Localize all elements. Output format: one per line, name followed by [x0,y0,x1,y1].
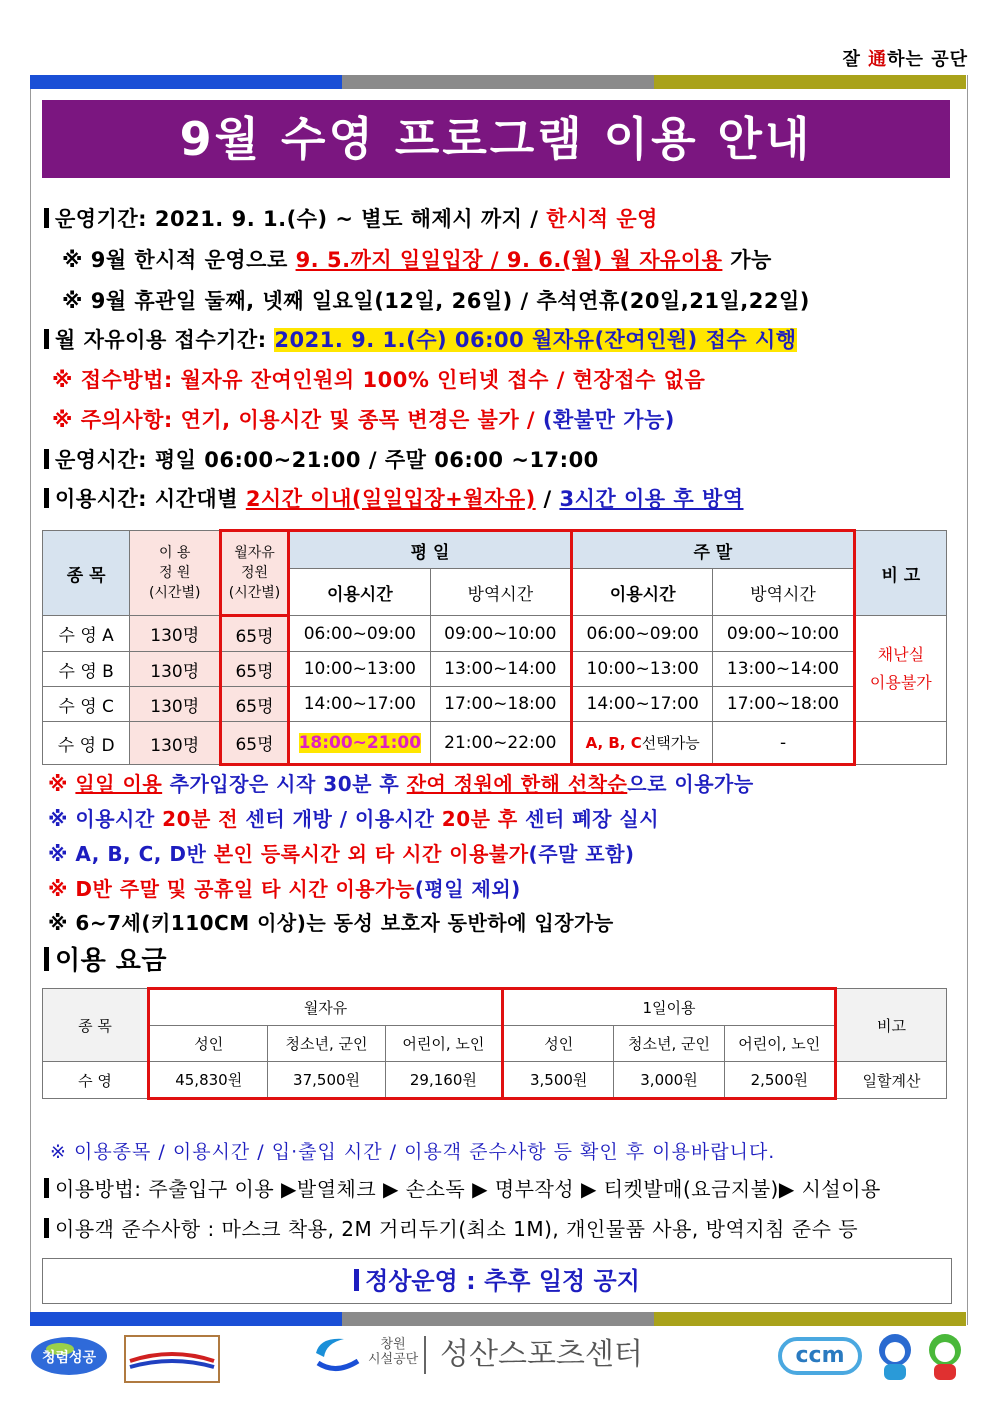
row-weekday-use: 14:00~17:00 [289,687,431,722]
mascot-blue-icon [872,1330,918,1382]
row-weekend-disinfect: - [713,722,854,765]
fee-header-monthly: 월자유 [149,989,503,1026]
row-note-empty [854,722,946,765]
row-weekday-use: 18:00~21:00 [289,722,431,765]
row-name: 수 영 C [43,687,130,722]
fee-value: 3,500원 [503,1062,614,1099]
visitor-rules: 이용객 준수사항 : 마스크 착용, 2M 거리두기(최소 1M), 개인물품 사용, 방역지침 준수 등 [44,1213,858,1242]
row-weekday-use: 10:00~13:00 [289,652,431,687]
operating-hours: 운영시간: 평일 06:00~21:00 / 주말 06:00 ~17:00 [44,444,599,474]
fee-header-daily: 1일이용 [503,989,836,1026]
row-monthly-capacity: 65명 [221,687,289,722]
table-row [43,616,947,652]
confirm-notice: ※ 이용종목 / 이용시간 / 입·출입 시간 / 이용객 준수사항 등 확인 후 이용바랍니다. [50,1141,776,1163]
row-name: 수 영 A [43,616,130,652]
header-weekend-use: 이용시간 [571,569,712,616]
row-name: 수 영 D [43,722,130,765]
row-monthly-capacity: 65명 [221,722,289,765]
fee-row-note: 일할계산 [835,1062,946,1099]
row-weekend-disinfect: 13:00~14:00 [713,652,854,687]
row-capacity: 130명 [130,687,221,722]
note-children: ※ 6~7세(키110CM 이상)는 동성 보호자 동반하에 입장가능 [48,911,614,935]
usage-method: 이용방법: 주출입구 이용 ▶발열체크 ▶ 손소독 ▶ 명부작성 ▶ 티켓발매(요금지불)▶ 시설이용 [44,1173,881,1202]
row-weekend-use: 14:00~17:00 [571,687,712,722]
fee-sub-adult: 성인 [149,1026,268,1062]
fee-sub-adult: 성인 [503,1026,614,1062]
mascot-green-icon [922,1330,968,1382]
row-weekday-disinfect: 13:00~14:00 [430,652,571,687]
fee-header-note: 비고 [835,989,946,1062]
registration-period: 월 자유이용 접수기간: 2021. 9. 1.(수) 06:00 월자유(잔여인원) 접수 시행 [44,324,797,354]
header-note: 비 고 [854,531,946,616]
row-capacity: 130명 [130,722,221,765]
page-title: 9월 수영 프로그램 이용 안내 [42,100,950,178]
fee-header-item: 종 목 [43,989,149,1062]
row-weekday-use: 06:00~09:00 [289,616,431,652]
fee-table [42,987,947,1100]
note-open-close: ※ 이용시간 20분 전 센터 개방 / 이용시간 20분 후 센터 폐장 실시 [48,807,660,831]
header-monthly-capacity: 월자유 정원 (시간별) [221,531,289,616]
note-class-restriction: ※ A, B, C, D반 본인 등록시간 외 타 시간 이용불가(주말 포함) [48,842,635,866]
row-monthly-capacity: 65명 [221,616,289,652]
fee-value: 45,830원 [149,1062,268,1099]
svg-text:청렴성공: 청렴성공 [41,1350,97,1366]
integrity-logo [30,1335,108,1377]
row-weekend-disinfect: 17:00~18:00 [713,687,854,722]
schedule-table [42,529,947,766]
row-weekday-disinfect: 09:00~10:00 [430,616,571,652]
table-row [43,652,947,687]
operation-period: 운영기간: 2021. 9. 1.(수) ~ 별도 해제시 까지 / 한시적 운영 [44,203,658,233]
note-daily-entry: ※ 일일 이용 추가입장은 시작 30분 후 잔여 정원에 한해 선착순으로 이용가능 [48,772,754,796]
bottom-stripe [30,1312,966,1326]
normal-operation-notice: 정상운영 : 추후 일정 공지 [42,1258,952,1304]
fee-row-name: 수 영 [43,1062,149,1099]
note-closed-days: ※ 9월 휴관일 둘째, 넷째 일요일(12일, 26일) / 추석연휴(20일,21일,22일) [62,289,810,313]
row-weekend-disinfect: 09:00~10:00 [713,616,854,652]
header-capacity: 이 용 정 원 (시간별) [130,531,221,616]
table-row [43,1062,947,1099]
certificate-logo [124,1335,220,1383]
header-weekday-disinfect: 방역시간 [430,569,571,616]
note-temporary: ※ 9월 한시적 운영으로 9. 5.까지 일일입장 / 9. 6.(월) 월 자유이용 가능 [62,248,772,272]
fee-sub-child: 어린이, 노인 [724,1026,835,1062]
caution: ※ 주의사항: 연기, 이용시간 및 종목 변경은 불가 / (환불만 가능) [52,408,675,432]
registration-method: ※ 접수방법: 월자유 잔여인원의 100% 인터넷 접수 / 현장접수 없음 [52,368,706,392]
usage-hours: 이용시간: 시간대별 2시간 이내(일일입장+월자유) / 3시간 이용 후 방역 [44,483,744,513]
fee-heading: 이용 요금 [44,940,167,977]
header-weekday-use: 이용시간 [289,569,431,616]
row-note: 채난실 이용불가 [854,616,946,722]
table-row [43,687,947,722]
row-name: 수 영 B [43,652,130,687]
row-monthly-capacity: 65명 [221,652,289,687]
header-weekday: 평 일 [289,531,572,569]
row-capacity: 130명 [130,616,221,652]
row-weekend-use: A, B, C선택가능 [571,722,712,765]
fee-value: 3,000원 [614,1062,724,1099]
fee-value: 29,160원 [385,1062,502,1099]
table-row [43,722,947,765]
row-capacity: 130명 [130,652,221,687]
fee-value: 2,500원 [724,1062,835,1099]
fee-sub-youth: 청소년, 군인 [614,1026,724,1062]
row-weekend-use: 10:00~13:00 [571,652,712,687]
ccm-logo: ccm [778,1337,862,1375]
row-weekday-disinfect: 17:00~18:00 [430,687,571,722]
slogan: 잘 通하는 공단 [842,49,968,70]
header-weekend: 주 말 [571,531,854,569]
row-weekday-disinfect: 21:00~22:00 [430,722,571,765]
header-item: 종 목 [43,531,130,616]
fee-sub-youth: 청소년, 군인 [268,1026,385,1062]
header-weekend-disinfect: 방역시간 [713,569,854,616]
top-stripe [30,75,966,89]
note-d-class: ※ D반 주말 및 공휴일 타 시간 이용가능(평일 제외) [48,877,521,901]
fee-value: 37,500원 [268,1062,385,1099]
corporation-name: 창원 시설공단 [368,1337,419,1367]
center-name: 성산스포츠센터 [424,1336,643,1374]
row-weekend-use: 06:00~09:00 [571,616,712,652]
fee-sub-child: 어린이, 노인 [385,1026,502,1062]
corporation-emblem-icon [310,1333,368,1375]
